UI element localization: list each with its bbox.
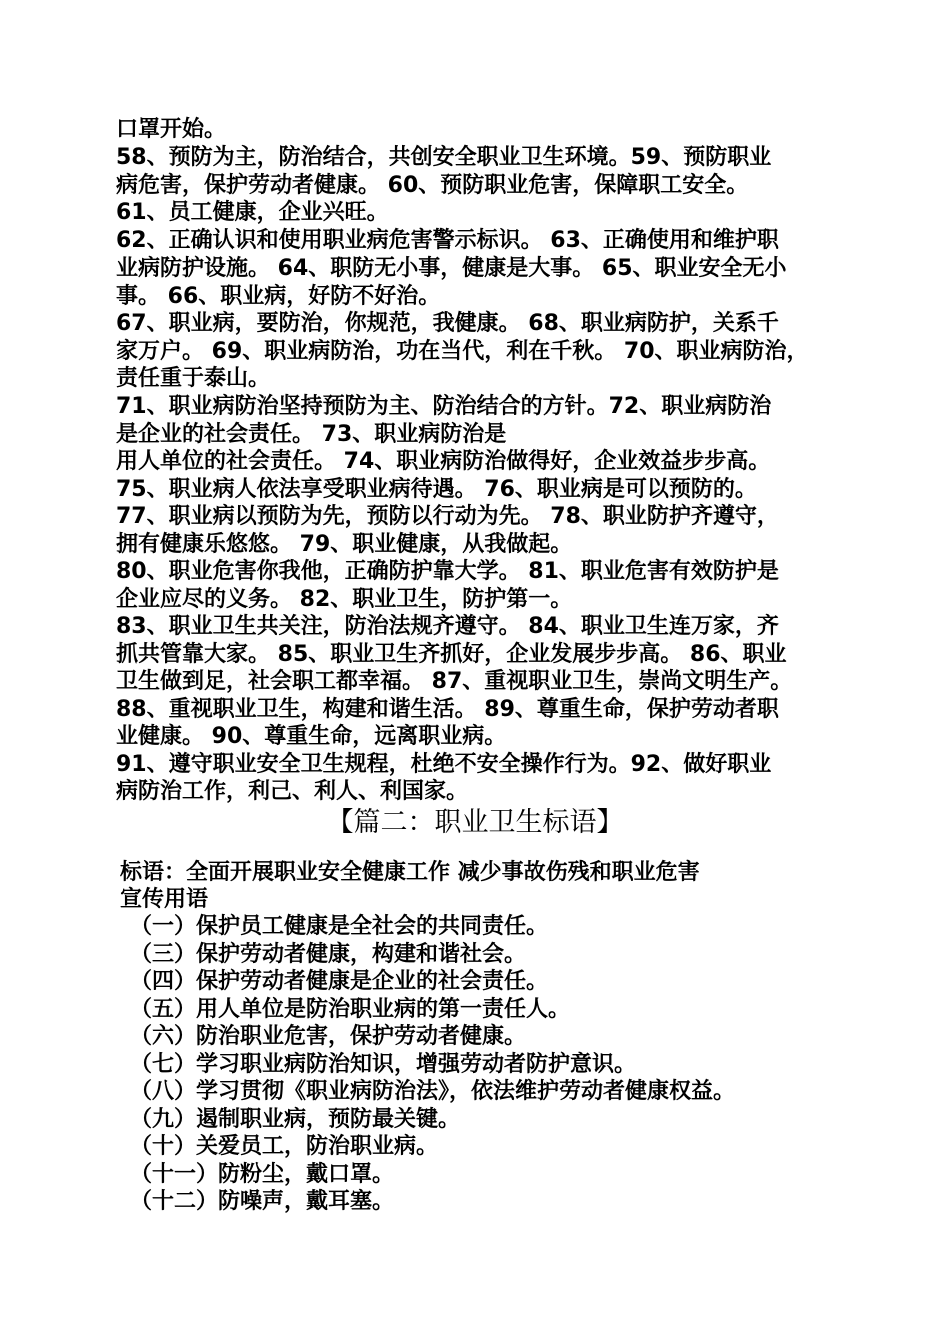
list-item: （八）学习贯彻《职业病防治法》，依法维护劳动者健康权益。 (130, 1079, 736, 1104)
slogan-line: 标语：全面开展职业安全健康工作 减少事故伤残和职业危害 (120, 860, 700, 885)
text-line: 67、职业病，要防治，你规范，我健康。 68、职业病防护，关系千 (116, 311, 779, 336)
text-line: 口罩开始。 (116, 117, 227, 142)
text-line: 77、职业病以预防为先，预防以行动为先。 78、职业防护齐遵守， (116, 504, 779, 529)
list-item: （十二）防噪声，戴耳塞。 (130, 1189, 395, 1214)
list-item: （六）防治职业危害，保护劳动者健康。 (130, 1024, 527, 1049)
list-item: （一）保护员工健康是全社会的共同责任。 (130, 914, 549, 939)
text-line: 拥有健康乐悠悠。 79、职业健康，从我做起。 (116, 532, 573, 557)
text-line: 75、职业病人依法享受职业病待遇。 76、职业病是可以预防的。 (116, 477, 757, 502)
text-line: 抓共管靠大家。 85、职业卫生齐抓好，企业发展步步高。 86、职业 (116, 642, 787, 667)
text-line: 71、职业病防治坚持预防为主、防治结合的方针。72、职业病防治 (116, 394, 772, 419)
text-line: 58、预防为主，防治结合，共创安全职业卫生环境。59、预防职业 (116, 145, 772, 170)
list-item: （十一）防粉尘，戴口罩。 (130, 1162, 395, 1187)
text-line: 事。 66、职业病，好防不好治。 (116, 284, 441, 309)
list-item: （十）关爱员工，防治职业病。 (130, 1134, 439, 1159)
text-line: 83、职业卫生共关注，防治法规齐遵守。 84、职业卫生连万家，齐 (116, 614, 779, 639)
section-heading: 【篇二：职业卫生标语】 (326, 807, 624, 838)
text-line: 病危害，保护劳动者健康。 60、预防职业危害，保障职工安全。 (116, 173, 749, 198)
text-line: 责任重于泰山。 (116, 366, 271, 391)
list-item: （九）遏制职业病，预防最关键。 (130, 1107, 461, 1132)
list-item: （四）保护劳动者健康是企业的社会责任。 (130, 969, 549, 994)
list-item: （七）学习职业病防治知识，增强劳动者防护意识。 (130, 1052, 637, 1077)
text-line: 88、重视职业卫生，构建和谐生活。 89、尊重生命，保护劳动者职 (116, 697, 779, 722)
text-line: 61、员工健康，企业兴旺。 (116, 200, 389, 225)
text-line: 业健康。 90、尊重生命，远离职业病。 (116, 724, 507, 749)
text-line: 病防治工作，利己、利人、利国家。 (116, 779, 469, 804)
text-line: 家万户。 69、职业病防治，功在当代，利在千秋。 70、职业病防治， (116, 339, 809, 364)
text-line: 业病防护设施。 64、职防无小事，健康是大事。 65、职业安全无小 (116, 256, 787, 281)
text-line: 用人单位的社会责任。 74、职业病防治做得好，企业效益步步高。 (116, 449, 771, 474)
text-line: 卫生做到足，社会职工都幸福。 87、重视职业卫生，崇尚文明生产。 (116, 669, 793, 694)
text-line: 91、遵守职业安全卫生规程，杜绝不安全操作行为。92、做好职业 (116, 752, 772, 777)
list-item: （五）用人单位是防治职业病的第一责任人。 (130, 997, 571, 1022)
subheading: 宣传用语 (120, 887, 209, 912)
text-line: 是企业的社会责任。 73、职业病防治是 (116, 422, 507, 447)
text-line: 62、正确认识和使用职业病危害警示标识。 63、正确使用和维护职 (116, 228, 779, 253)
text-line: 80、职业危害你我他，正确防护靠大学。 81、职业危害有效防护是 (116, 559, 779, 584)
text-line: 企业应尽的义务。 82、职业卫生，防护第一。 (116, 587, 573, 612)
list-item: （三）保护劳动者健康，构建和谐社会。 (130, 942, 527, 967)
